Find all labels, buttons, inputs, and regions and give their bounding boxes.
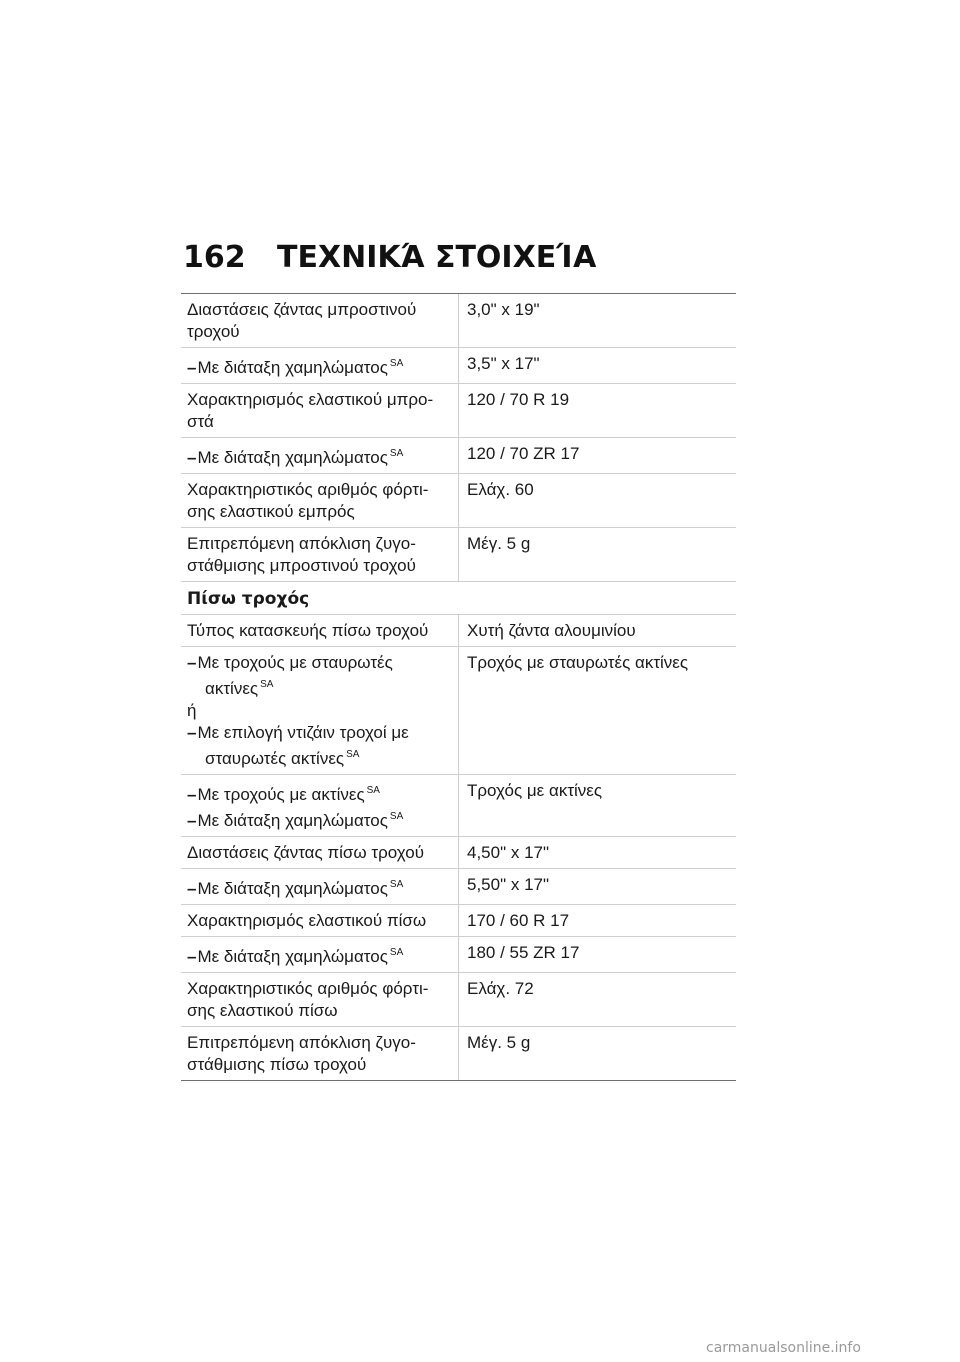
sa-mark: SA <box>260 679 274 690</box>
sa-mark: SA <box>366 785 380 796</box>
section-heading: Πίσω τροχός <box>187 589 310 609</box>
spec-table <box>181 293 736 1081</box>
row-value: Τροχός με σταυρωτές ακτίνες <box>467 653 689 672</box>
watermark: carmanualsonline.info <box>706 1340 861 1356</box>
table-row <box>181 294 736 348</box>
table-row <box>181 937 736 973</box>
row-value: 5,50" x 17" <box>467 875 550 894</box>
page-title: ΤΕΧΝΙΚΆ ΣΤΟΙΧΕΊΑ <box>277 240 597 275</box>
page-header <box>183 240 743 280</box>
row-label: Χαρακτηρισμός ελαστικού μπρο- στά <box>181 384 459 437</box>
table-row <box>181 905 736 937</box>
table-row <box>181 1027 736 1080</box>
row-value: 180 / 55 ZR 17 <box>467 943 580 962</box>
table-row <box>181 837 736 869</box>
row-value: 4,50" x 17" <box>467 843 550 862</box>
row-label: – Με διάταξη χαμηλώματος $^{SA}$ <box>181 937 459 972</box>
table-row <box>181 973 736 1027</box>
sa-mark: SA <box>389 947 404 958</box>
row-label: Επιτρεπόμενη απόκλιση ζυγο- στάθμισης μπροστινού τροχού <box>181 528 459 581</box>
row-value: Μέγ. 5 g <box>467 1033 531 1052</box>
table-row <box>181 869 736 905</box>
sa-mark: SA <box>389 879 404 890</box>
table-row <box>181 384 736 438</box>
row-label: Διαστάσεις ζάντας μπροστινού τροχού <box>181 294 459 347</box>
row-label: Χαρακτηριστικός αριθμός φόρτι- σης ελαστικού εμπρός <box>181 474 459 527</box>
sa-mark: SA <box>346 749 360 760</box>
row-value: 3,0" x 19" <box>467 300 540 319</box>
sa-mark: SA <box>389 811 404 822</box>
row-label: Χαρακτηριστικός αριθμός φόρτι- σης ελαστικού πίσω <box>181 973 459 1026</box>
row-value: Ελάχ. 60 <box>467 480 534 499</box>
table-row <box>181 775 736 837</box>
table-row <box>181 348 736 384</box>
page-number: 162 <box>183 240 246 275</box>
table-row <box>181 438 736 474</box>
section-row <box>181 582 736 615</box>
table-row <box>181 474 736 528</box>
row-label: – Με τροχούς με ακτίνες $^{SA}$ – Με διάταξη χαμηλώματος $^{SA}$ <box>181 775 459 836</box>
row-label: Επιτρεπόμενη απόκλιση ζυγο- στάθμισης πίσω τροχού <box>181 1027 459 1080</box>
row-label: Χαρακτηρισμός ελαστικού πίσω <box>181 905 459 936</box>
table-row <box>181 647 736 775</box>
row-value: 120 / 70 R 19 <box>467 390 570 409</box>
row-label: – Με τροχούς με σταυρωτές ακτίνες $^{SA}$ ή – Με επιλογή ντιζάιν τροχοί με σταυρωτές ακτίνες $^{SA}$ <box>181 647 459 774</box>
row-value: Ελάχ. 72 <box>467 979 534 998</box>
row-value: 170 / 60 R 17 <box>467 911 570 930</box>
row-value: Μέγ. 5 g <box>467 534 531 553</box>
row-value: Χυτή ζάντα αλουμινίου <box>467 621 636 640</box>
sa-mark: SA <box>389 448 404 459</box>
row-label: – Με διάταξη χαμηλώματος $^{SA}$ <box>181 869 459 904</box>
row-value: 120 / 70 ZR 17 <box>467 444 580 463</box>
table-row <box>181 615 736 647</box>
row-value: Τροχός με ακτίνες <box>467 781 603 800</box>
table-row <box>181 528 736 582</box>
row-label: – Με διάταξη χαμηλώματος $^{SA}$ <box>181 438 459 473</box>
sa-mark: SA <box>389 358 404 369</box>
row-label: Διαστάσεις ζάντας πίσω τροχού <box>181 837 459 868</box>
row-value: 3,5" x 17" <box>467 354 540 373</box>
row-label: Τύπος κατασκευής πίσω τροχού <box>181 615 459 646</box>
row-label: – Με διάταξη χαμηλώματος $^{SA}$ <box>181 348 459 383</box>
